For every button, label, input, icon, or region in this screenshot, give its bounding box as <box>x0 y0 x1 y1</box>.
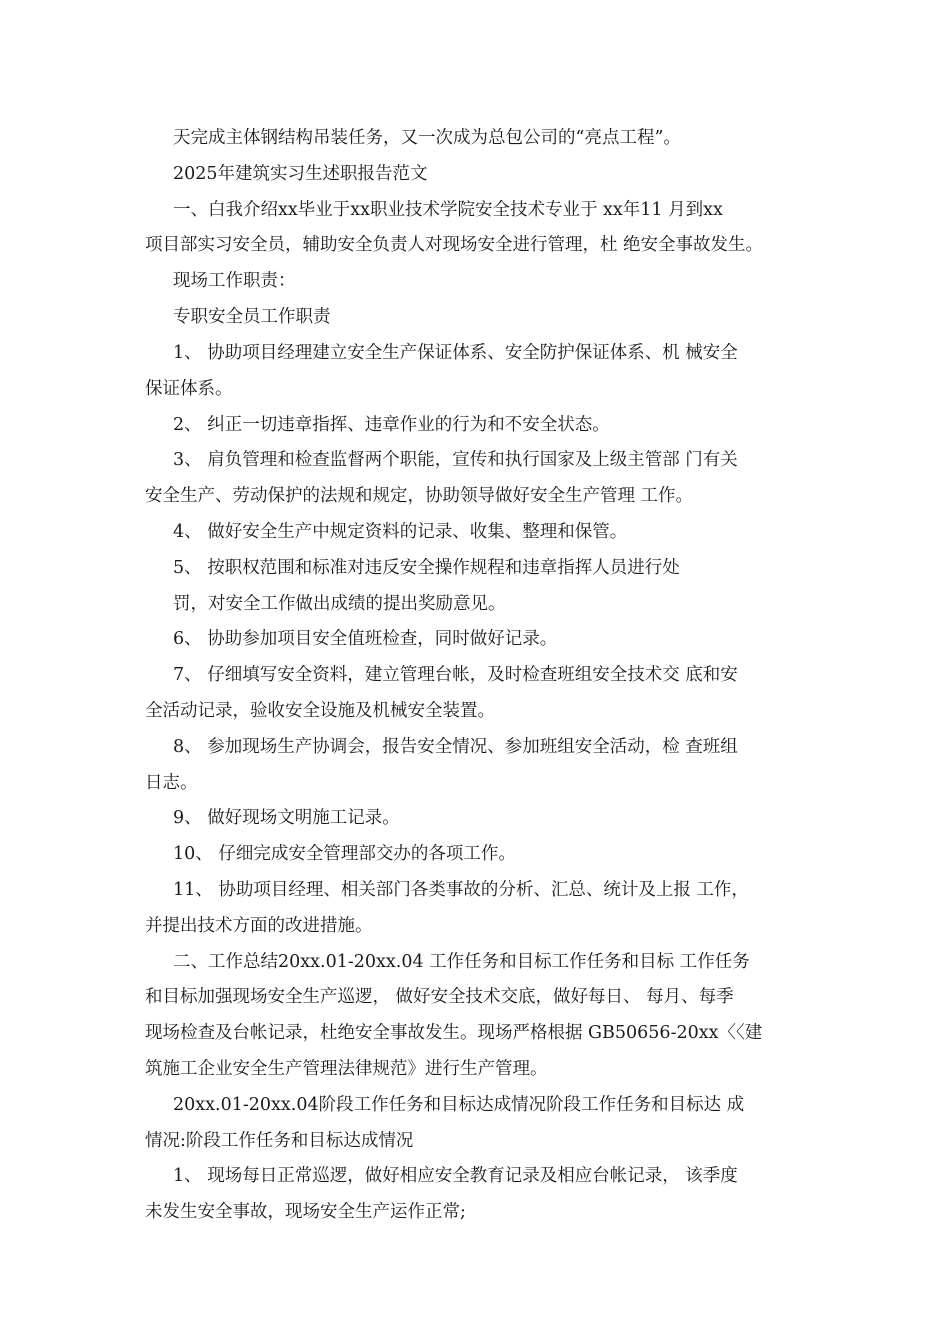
list-item: 1、 协助项目经理建立安全生产保证体系、安全防护保证体系、机 械安全 <box>173 343 738 363</box>
text-line: 全活动记录，验收安全设施及机械安全装置。 <box>145 701 495 721</box>
text-line: 现场检查及台帐记录，杜绝安全事故发生。现场严格根据 GB50656-20xx〈〈建 <box>145 1023 763 1043</box>
section-heading: 二、工作总结20xx.01-20xx.04 工作任务和目标工作任务和目标 工作任务 <box>173 952 750 972</box>
text-line: 罚，对安全工作做出成绩的提出奖励意见。 <box>173 594 506 614</box>
list-item: 11、 协助项目经理、相关部门各类事故的分析、汇总、统计及上报 工作， <box>173 880 749 900</box>
list-item: 8、 参加现场生产协调会，报告安全情况、参加班组安全活动，检 查班组 <box>173 737 738 757</box>
list-item: 5、 按职权范围和标准对违反安全操作规程和违章指挥人员进行处 <box>173 558 680 578</box>
text-line: 保证体系。 <box>145 379 233 399</box>
list-item: 1、 现场每日正常巡逻，做好相应安全教育记录及相应台帐记录， 该季度 <box>173 1166 738 1186</box>
text-line: 20xx.01-20xx.04阶段工作任务和目标达成情况阶段工作任务和目标达 成 <box>173 1095 745 1115</box>
list-item: 10、 仔细完成安全管理部交办的各项工作。 <box>173 844 516 864</box>
list-item: 4、 做好安全生产中规定资料的记录、收集、整理和保管。 <box>173 522 628 542</box>
list-item: 9、 做好现场文明施工记录。 <box>173 808 400 828</box>
text-line: 天完成主体钢结构吊装任务，又一次成为总包公司的“亮点工程”。 <box>173 128 681 148</box>
text-line: 筑施工企业安全生产管理法律规范》进行生产管理。 <box>145 1059 548 1079</box>
list-item: 2、 纠正一切违章指挥、违章作业的行为和不安全状态。 <box>173 415 610 435</box>
list-item: 3、 肩负管理和检查监督两个职能，宣传和执行国家及上级主管部 门有关 <box>173 450 738 470</box>
text-line: 日志。 <box>145 773 198 793</box>
document-title: 2025年建筑实习生述职报告范文 <box>173 164 428 184</box>
text-line: 项目部实习安全员，辅助安全负责人对现场安全进行管理，杜 绝安全事故发生。 <box>145 235 764 255</box>
text-line: 情况:阶段工作任务和目标达成情况 <box>145 1131 414 1151</box>
text-line: 安全生产、劳动保护的法规和规定，协助领导做好安全生产管理 工作。 <box>145 486 694 506</box>
list-item: 7、 仔细填写安全资料，建立管理台帐，及时检查班组安全技术交 底和安 <box>173 665 738 685</box>
section-heading: 现场工作职责： <box>173 271 296 291</box>
section-heading: 专职安全员工作职责 <box>173 307 331 327</box>
text-line: 并提出技术方面的改进措施。 <box>145 916 373 936</box>
text-line: 和目标加强现场安全生产巡逻， 做好安全技术交底，做好每日、 每月、每季 <box>145 987 734 1007</box>
text-line: 一、白我介绍xx毕业于xx职业技术学院安全技术专业于 xx年11 月到xx <box>173 200 723 220</box>
text-line: 未发生安全事故，现场安全生产运作正常; <box>145 1202 466 1222</box>
list-item: 6、 协助参加项目安全值班检查，同时做好记录。 <box>173 629 558 649</box>
